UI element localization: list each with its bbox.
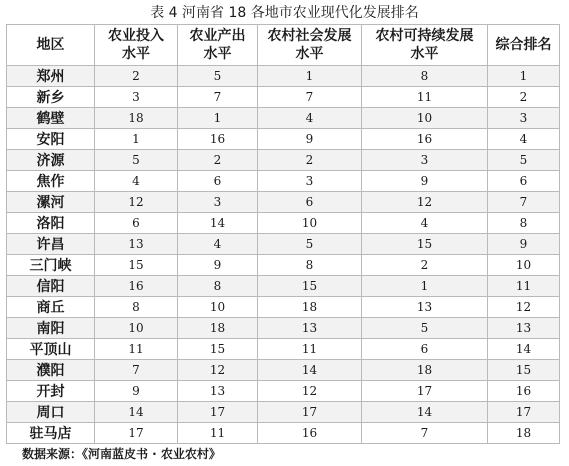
rural-social-cell: 1 xyxy=(258,66,362,87)
region-cell: 安阳 xyxy=(7,129,95,150)
region-cell: 济源 xyxy=(7,150,95,171)
agri-output-cell: 12 xyxy=(178,360,258,381)
rural-sustainable-cell: 7 xyxy=(362,423,488,444)
agri-input-cell: 15 xyxy=(95,255,178,276)
region-cell: 新乡 xyxy=(7,87,95,108)
table-row xyxy=(7,360,560,381)
region-cell: 郑州 xyxy=(7,66,95,87)
rural-sustainable-cell: 5 xyxy=(362,318,488,339)
agri-output-cell: 7 xyxy=(178,87,258,108)
agri-input-cell: 8 xyxy=(95,297,178,318)
region-cell: 开封 xyxy=(7,381,95,402)
agri-output-cell: 13 xyxy=(178,381,258,402)
table-row xyxy=(7,66,560,87)
agri-input-cell: 9 xyxy=(95,381,178,402)
rural-sustainable-cell: 10 xyxy=(362,108,488,129)
rural-social-cell: 16 xyxy=(258,423,362,444)
region-cell: 周口 xyxy=(7,402,95,423)
rural-sustainable-cell: 2 xyxy=(362,255,488,276)
table-row xyxy=(7,297,560,318)
overall-rank-cell: 12 xyxy=(488,297,560,318)
agri-input-cell: 13 xyxy=(95,234,178,255)
header-rural-social: 农村社会发展 水平 xyxy=(258,25,362,66)
table-row xyxy=(7,213,560,234)
rural-social-cell: 6 xyxy=(258,192,362,213)
agri-input-cell: 18 xyxy=(95,108,178,129)
agri-input-cell: 1 xyxy=(95,129,178,150)
rural-social-cell: 7 xyxy=(258,87,362,108)
table-title: 表 4 河南省 18 各地市农业现代化发展排名 xyxy=(150,5,419,21)
overall-rank-cell: 14 xyxy=(488,339,560,360)
data-source-note: 数据来源：《河南蓝皮书 · 农业农村》 xyxy=(22,447,221,461)
region-cell: 三门峡 xyxy=(7,255,95,276)
agri-output-cell: 16 xyxy=(178,129,258,150)
region-cell: 商丘 xyxy=(7,297,95,318)
rural-social-cell: 14 xyxy=(258,360,362,381)
region-cell: 许昌 xyxy=(7,234,95,255)
table-header-row xyxy=(7,25,560,66)
agri-input-cell: 2 xyxy=(95,66,178,87)
rural-social-cell: 3 xyxy=(258,171,362,192)
agri-input-cell: 3 xyxy=(95,87,178,108)
agri-output-cell: 18 xyxy=(178,318,258,339)
agri-output-cell: 9 xyxy=(178,255,258,276)
overall-rank-cell: 5 xyxy=(488,150,560,171)
table-row xyxy=(7,171,560,192)
overall-rank-cell: 9 xyxy=(488,234,560,255)
rural-sustainable-cell: 6 xyxy=(362,339,488,360)
rural-social-cell: 4 xyxy=(258,108,362,129)
region-cell: 漯河 xyxy=(7,192,95,213)
agri-output-cell: 17 xyxy=(178,402,258,423)
agri-input-cell: 6 xyxy=(95,213,178,234)
table-row xyxy=(7,402,560,423)
table-row xyxy=(7,150,560,171)
rural-sustainable-cell: 16 xyxy=(362,129,488,150)
rural-social-cell: 13 xyxy=(258,318,362,339)
table-row xyxy=(7,381,560,402)
rural-social-cell: 2 xyxy=(258,150,362,171)
table-body xyxy=(7,66,560,444)
agri-output-cell: 10 xyxy=(178,297,258,318)
table-row xyxy=(7,318,560,339)
rural-sustainable-cell: 11 xyxy=(362,87,488,108)
table-row xyxy=(7,339,560,360)
rural-sustainable-cell: 9 xyxy=(362,171,488,192)
table-row xyxy=(7,87,560,108)
table-row xyxy=(7,276,560,297)
overall-rank-cell: 16 xyxy=(488,381,560,402)
overall-rank-cell: 8 xyxy=(488,213,560,234)
rural-sustainable-cell: 15 xyxy=(362,234,488,255)
header-agri-input: 农业投入 水平 xyxy=(95,25,178,66)
agri-input-cell: 4 xyxy=(95,171,178,192)
overall-rank-cell: 18 xyxy=(488,423,560,444)
agri-input-cell: 12 xyxy=(95,192,178,213)
header-region: 地区 xyxy=(7,25,95,66)
header-rural-sustainable: 农村可持续发展 水平 xyxy=(362,25,488,66)
header-overall-rank: 综合排名 xyxy=(488,25,560,66)
region-cell: 南阳 xyxy=(7,318,95,339)
region-cell: 平顶山 xyxy=(7,339,95,360)
overall-rank-cell: 6 xyxy=(488,171,560,192)
agri-output-cell: 5 xyxy=(178,66,258,87)
rural-social-cell: 18 xyxy=(258,297,362,318)
region-cell: 信阳 xyxy=(7,276,95,297)
agri-input-cell: 16 xyxy=(95,276,178,297)
overall-rank-cell: 4 xyxy=(488,129,560,150)
rural-social-cell: 9 xyxy=(258,129,362,150)
rural-sustainable-cell: 18 xyxy=(362,360,488,381)
agri-output-cell: 11 xyxy=(178,423,258,444)
agri-input-cell: 11 xyxy=(95,339,178,360)
table-row xyxy=(7,234,560,255)
agri-input-cell: 14 xyxy=(95,402,178,423)
rural-sustainable-cell: 14 xyxy=(362,402,488,423)
agri-output-cell: 14 xyxy=(178,213,258,234)
agri-output-cell: 6 xyxy=(178,171,258,192)
rural-sustainable-cell: 3 xyxy=(362,150,488,171)
table-row xyxy=(7,108,560,129)
overall-rank-cell: 10 xyxy=(488,255,560,276)
agri-input-cell: 17 xyxy=(95,423,178,444)
ranking-table xyxy=(6,24,560,444)
rural-social-cell: 8 xyxy=(258,255,362,276)
region-cell: 驻马店 xyxy=(7,423,95,444)
rural-social-cell: 17 xyxy=(258,402,362,423)
agri-output-cell: 1 xyxy=(178,108,258,129)
rural-sustainable-cell: 12 xyxy=(362,192,488,213)
agri-input-cell: 5 xyxy=(95,150,178,171)
table-row xyxy=(7,129,560,150)
overall-rank-cell: 7 xyxy=(488,192,560,213)
rural-social-cell: 5 xyxy=(258,234,362,255)
overall-rank-cell: 13 xyxy=(488,318,560,339)
table-row xyxy=(7,255,560,276)
region-cell: 濮阳 xyxy=(7,360,95,381)
rural-sustainable-cell: 17 xyxy=(362,381,488,402)
rural-social-cell: 11 xyxy=(258,339,362,360)
table-row xyxy=(7,423,560,444)
table-row xyxy=(7,192,560,213)
overall-rank-cell: 15 xyxy=(488,360,560,381)
rural-sustainable-cell: 1 xyxy=(362,276,488,297)
agri-output-cell: 2 xyxy=(178,150,258,171)
overall-rank-cell: 17 xyxy=(488,402,560,423)
agri-input-cell: 7 xyxy=(95,360,178,381)
agri-output-cell: 4 xyxy=(178,234,258,255)
rural-social-cell: 15 xyxy=(258,276,362,297)
agri-output-cell: 3 xyxy=(178,192,258,213)
header-agri-output: 农业产出 水平 xyxy=(178,25,258,66)
overall-rank-cell: 1 xyxy=(488,66,560,87)
agri-input-cell: 10 xyxy=(95,318,178,339)
region-cell: 鹤壁 xyxy=(7,108,95,129)
rural-social-cell: 10 xyxy=(258,213,362,234)
rural-sustainable-cell: 4 xyxy=(362,213,488,234)
region-cell: 焦作 xyxy=(7,171,95,192)
region-cell: 洛阳 xyxy=(7,213,95,234)
rural-sustainable-cell: 8 xyxy=(362,66,488,87)
overall-rank-cell: 3 xyxy=(488,108,560,129)
overall-rank-cell: 2 xyxy=(488,87,560,108)
agri-output-cell: 8 xyxy=(178,276,258,297)
rural-sustainable-cell: 13 xyxy=(362,297,488,318)
overall-rank-cell: 11 xyxy=(488,276,560,297)
rural-social-cell: 12 xyxy=(258,381,362,402)
agri-output-cell: 15 xyxy=(178,339,258,360)
